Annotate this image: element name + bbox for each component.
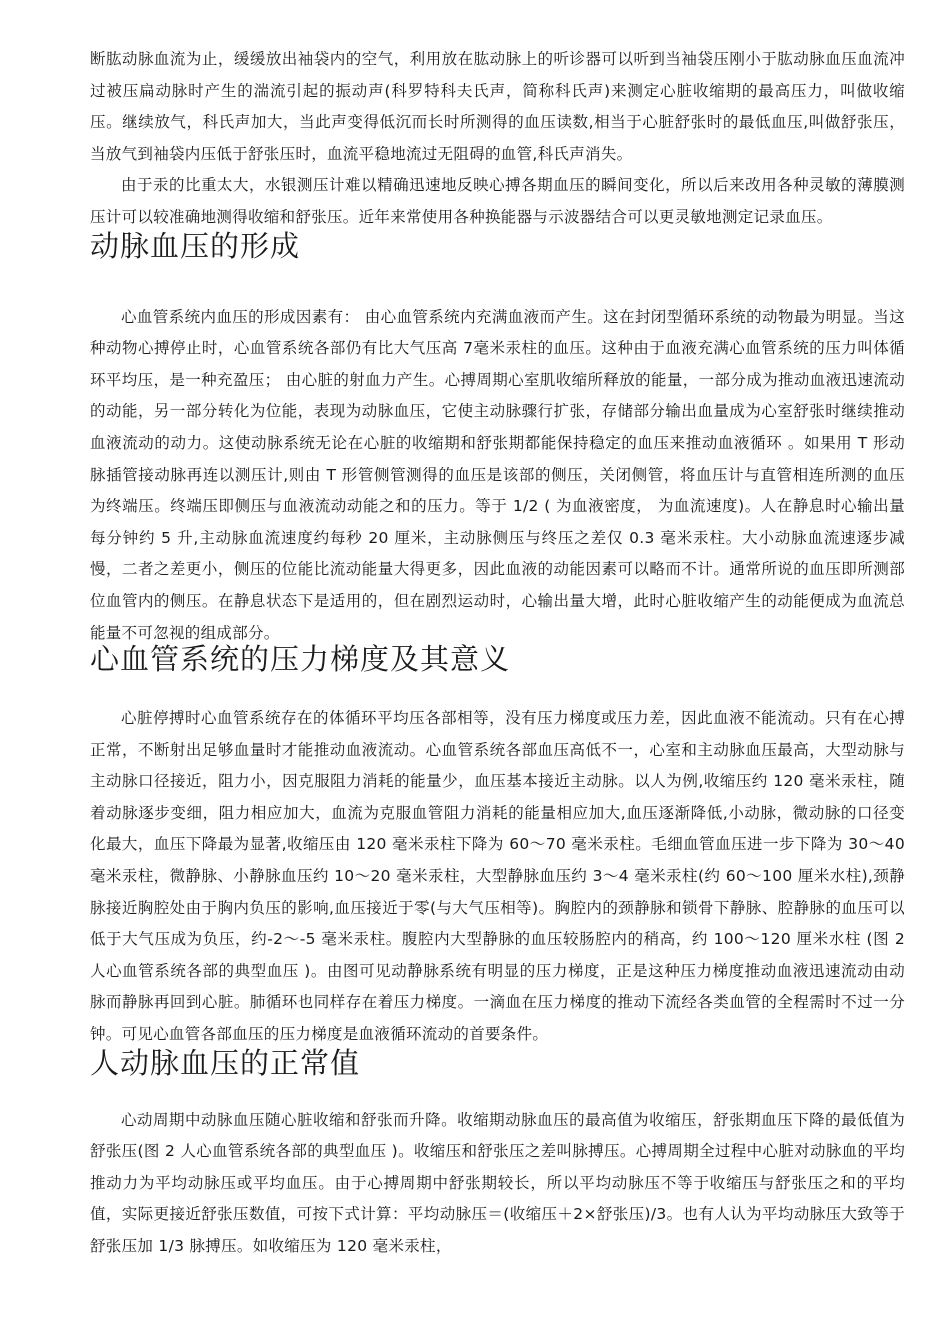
paragraph-normal-values: 心动周期中动脉血压随心脏收缩和舒张而升降。收缩期动脉血压的最高值为收缩压，舒张期血压下降的最低值为舒张压(图 2 人心血管系统各部的典型血压 )。收缩压和舒张压之差叫脉搏压。心搏周期全过程中心脏对动脉血的平均推动力为平均动脉压或平均血压。由于心搏周期中舒张期较长，所以平均动脉压不等于收缩压与舒张压之和的平均值，实际更接近舒张压数值，可按下式计算：平均动脉压＝(收缩压＋2×舒张压)/3。也有人认为平均动脉压大致等于舒张压加 1/3 脉搏压。如收缩压为 120 毫米汞柱， bbox=[90, 1110, 905, 1255]
paragraph-pressure-gradient: 心脏停搏时心血管系统存在的体循环平均压各部相等，没有压力梯度或压力差，因此血液不能流动。只有在心搏正常，不断射出足够血量时才能推动血液流动。心血管系统各部血压高低不一，心室和主动脉血压最高，大型动脉与主动脉口径接近，阻力小，因克服阻力消耗的能量少，血压基本接近主动脉。以人为例,收缩压约 120 毫米汞柱，随着动脉逐步变细，阻力相应加大，血流为克服血管阻力消耗的能量相应加大,血压逐渐降低,小动脉，微动脉的口径变化最大，血压下降最为显著,收缩压由 120 毫米汞柱下降为 60～70 毫米汞柱。毛细血管血压进一步下降为 30～40 毫米汞柱，微静脉、小静脉血压约 10～20 毫米汞柱，大型静脉血压约 3～4 毫米汞柱(约 60～100 厘米水柱),颈静脉接近胸腔处由于胸内负压的影响,血压接近于零(与大气压相等)。胸腔内的颈静脉和锁骨下静脉、腔静脉的血压可以低于大气压成为负压，约-2～-5 毫米汞柱。腹腔内大型静脉的血压较肠腔内的稍高，约 100～120 厘米水柱 (图 2 人心血管系统各部的典型血压 )。由图可见动静脉系统有明显的压力梯度，正是这种压力梯度推动血液迅速流动由动脉而静脉再回到心脏。肺循环也同样存在着压力梯度。一滴血在压力梯度的推动下流经各类血管的全程需时不过一分钟。可见心血管各部血压的压力梯度是血液循环流动的首要条件。 bbox=[90, 709, 905, 1044]
paragraph-manometer: 由于汞的比重太大，水银测压计难以精确迅速地反映心搏各期血压的瞬间变化，所以后来改用各种灵敏的薄膜测压计可以较准确地测得收缩和舒张压。近年来常使用各种换能器与示波器结合可以更灵敏地测定记录血压。 bbox=[90, 176, 905, 226]
document-page bbox=[90, 44, 905, 1263]
paragraph-formation: 心血管系统内血压的形成因素有： 由心血管系统内充满血液而产生。这在封闭型循环系统的动物最为明显。当这种动物心搏停止时，心血管系统各部仍有比大气压高 7毫米汞柱的血压。这种由于血液充满心血管系统的压力叫体循环平均压，是一种充盈压； 由心脏的射血力产生。心搏周期心室肌收缩所释放的能量，一部分成为推动血液迅速流动的动能，另一部分转化为位能，表现为动脉血压，它使主动脉骤行扩张，存储部分输出血量成为心室舒张时继续推动血液流动的动力。这使动脉系统无论在心脏的收缩期和舒张期都能保持稳定的血压来推动血液循环 。如果用 T 形动脉插管接动脉再连以测压计,则由 T 形管侧管测得的血压是该部的侧压，关闭侧管，将血压计与直管相连所测的血压为终端压。终端压即侧压与血液流动动能之和的压力。等于 1/2 ( 为血液密度， 为血流速度)。人在静息时心输出量每分钟约 5 升,主动脉血流速度约每秒 20 厘米，主动脉侧压与终压之差仅 0.3 毫米汞柱。大小动脉血流速逐步减慢，二者之差更小，侧压的位能比流动能量大得更多，因此血液的动能因素可以略而不计。通常所说的血压即所测部位血管内的侧压。在静息状态下是适用的，但在剧烈运动时，心输出量大增，此时心脏收缩产生的动能便成为血流总能量不可忽视的组成部分。 bbox=[90, 307, 905, 642]
paragraph-korotkoff: 断肱动脉血流为止，缓缓放出袖袋内的空气，利用放在肱动脉上的听诊器可以听到当袖袋压刚小于肱动脉血压血流冲过被压扁动脉时产生的湍流引起的振动声(科罗特科夫氏声，简称科氏声)来测定心脏收缩期的最高压力，叫做收缩压。继续放气，科氏声加大，当此声变得低沉而长时所测得的血压读数,相当于心脏舒张时的最低血压,叫做舒张压，当放气到袖袋内压低于舒张压时，血流平稳地流过无阻碍的血管,科氏声消失。 bbox=[90, 50, 905, 163]
heading-pressure-gradient: 心血管系统的压力梯度及其意义 bbox=[90, 642, 511, 677]
heading-normal-values: 人动脉血压的正常值 bbox=[90, 1045, 361, 1080]
heading-formation: 动脉血压的形成 bbox=[90, 228, 301, 263]
